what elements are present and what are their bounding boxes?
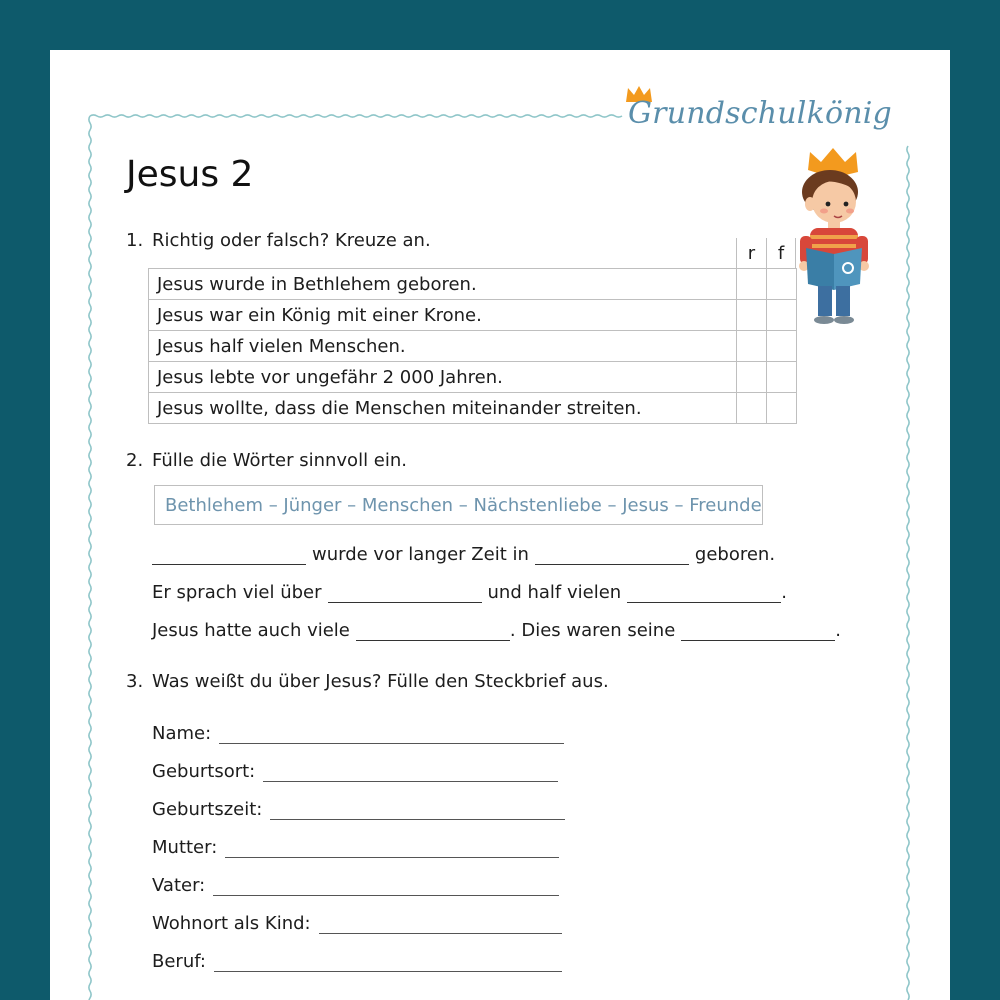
profile-field-line[interactable] (225, 840, 559, 858)
profile-field (152, 723, 570, 744)
task-3-heading (126, 671, 609, 692)
statement-row (149, 269, 797, 300)
statement-text: Jesus half vielen Menschen. (149, 331, 737, 362)
task-2-instruction: Fülle die Wörter sinnvoll ein. (152, 450, 407, 471)
column-richtig: r (736, 238, 766, 268)
profile-field-label: Geburtszeit: (152, 799, 263, 820)
profile-field-line[interactable] (270, 802, 565, 820)
boy-reading-illustration (788, 148, 878, 326)
checkbox-f[interactable] (767, 362, 797, 393)
statement-row (149, 362, 797, 393)
statement-text: Jesus wurde in Bethlehem geboren. (149, 269, 737, 300)
statement-text: Jesus war ein König mit einer Krone. (149, 300, 737, 331)
sentence-1-part-b: geboren. (694, 544, 776, 565)
sentence-1 (152, 544, 775, 565)
checkbox-r[interactable] (737, 269, 767, 300)
worksheet (50, 50, 950, 1000)
profile-field-label: Name: (152, 723, 212, 744)
statement-row (149, 331, 797, 362)
task-3-number: 3. (126, 671, 144, 692)
statement-row (149, 393, 797, 424)
sentence-3-part-c: . (835, 620, 841, 641)
profile-field-label: Mutter: (152, 837, 218, 858)
profile-field-line[interactable] (263, 764, 558, 782)
profile-field-label: Wohnort als Kind: (152, 913, 311, 934)
profile-field (152, 761, 564, 782)
task-1-instruction: Richtig oder falsch? Kreuze an. (152, 230, 431, 251)
statement-row (149, 300, 797, 331)
profile-field (152, 951, 568, 972)
profile-field-line[interactable] (219, 726, 564, 744)
sentence-1-part-a: wurde vor langer Zeit in (312, 544, 529, 565)
sentence-2-part-c: . (781, 582, 787, 603)
blank-5[interactable] (356, 623, 510, 641)
profile-field-label: Beruf: (152, 951, 206, 972)
profile-field (152, 837, 565, 858)
checkbox-f[interactable] (767, 300, 797, 331)
brand-logo: Grundschulkönig (628, 96, 892, 131)
profile-field-line[interactable] (214, 954, 562, 972)
page-title: Jesus 2 (126, 154, 254, 195)
sentence-2 (152, 582, 787, 603)
checkbox-r[interactable] (737, 300, 767, 331)
task-3-instruction: Was weißt du über Jesus? Fülle den Steckbrief aus. (152, 671, 609, 692)
checkbox-r[interactable] (737, 393, 767, 424)
profile-field (152, 913, 568, 934)
statement-text: Jesus lebte vor ungefähr 2 000 Jahren. (149, 362, 737, 393)
profile-field-label: Vater: (152, 875, 206, 896)
sentence-3 (152, 620, 841, 641)
sentence-3-part-b: . Dies waren seine (509, 620, 676, 641)
sentence-2-part-a: Er sprach viel über (152, 582, 322, 603)
true-false-table (148, 268, 797, 424)
profile-field (152, 799, 571, 820)
blank-1[interactable] (152, 547, 306, 565)
blank-2[interactable] (535, 547, 689, 565)
profile-field-line[interactable] (213, 878, 559, 896)
task-2-heading (126, 450, 407, 471)
sentence-2-part-b: und half vielen (487, 582, 622, 603)
column-falsch: f (766, 238, 796, 268)
profile-field (152, 875, 565, 896)
checkbox-r[interactable] (737, 362, 767, 393)
checkbox-f[interactable] (767, 393, 797, 424)
profile-field-label: Geburtsort: (152, 761, 256, 782)
checkbox-r[interactable] (737, 331, 767, 362)
task-1-heading (126, 230, 431, 251)
blank-6[interactable] (681, 623, 835, 641)
statement-text: Jesus wollte, dass die Menschen miteinander streiten. (149, 393, 737, 424)
word-bank: Bethlehem – Jünger – Menschen – Nächstenliebe – Jesus – Freunde (154, 485, 763, 525)
profile-field-line[interactable] (319, 916, 562, 934)
sentence-3-part-a: Jesus hatte auch viele (152, 620, 350, 641)
true-false-header (736, 238, 796, 268)
blank-3[interactable] (328, 585, 482, 603)
blank-4[interactable] (627, 585, 781, 603)
task-1-number: 1. (126, 230, 144, 251)
checkbox-f[interactable] (767, 269, 797, 300)
task-2-number: 2. (126, 450, 144, 471)
checkbox-f[interactable] (767, 331, 797, 362)
